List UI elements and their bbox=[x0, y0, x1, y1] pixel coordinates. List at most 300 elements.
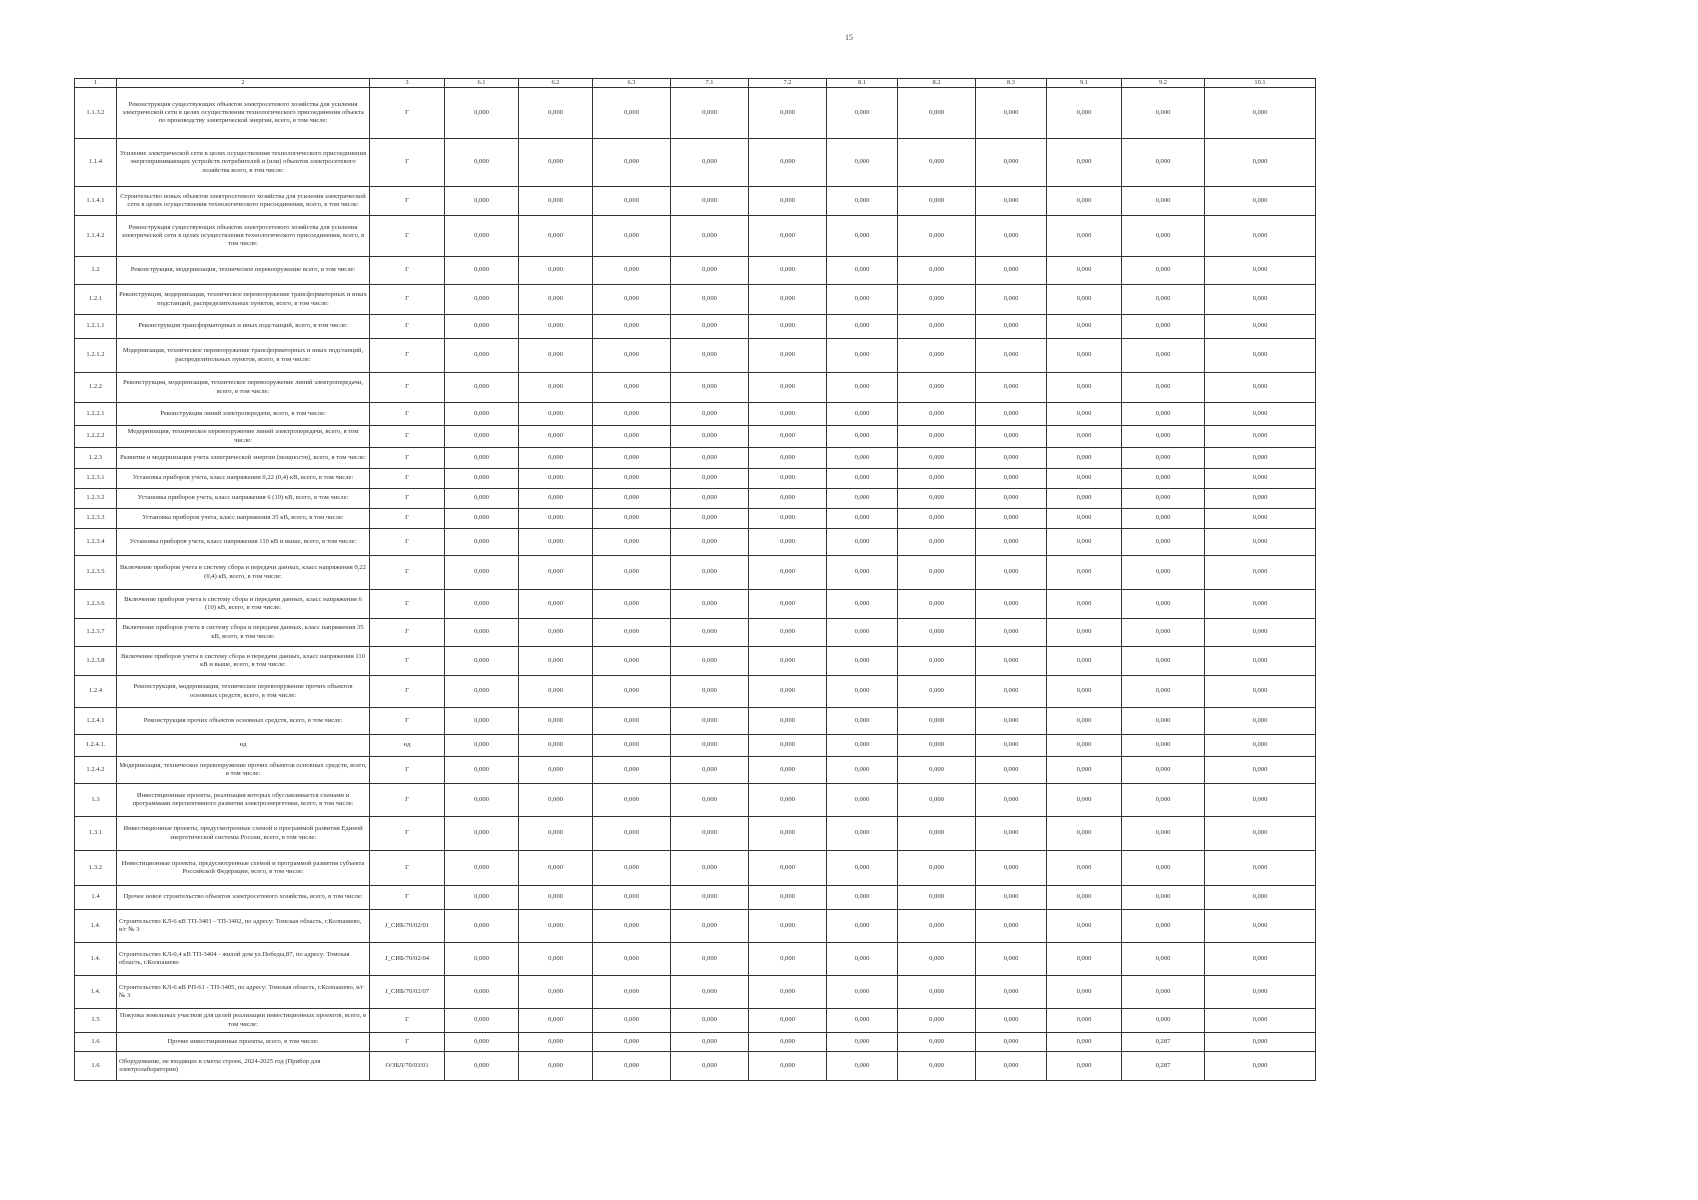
row-name: Включение приборов учета в систему сбора и передачи данных, класс напряжения 110 кВ и выше, всего, в том числе: bbox=[117, 647, 370, 676]
row-name: Инвестиционные проекты, предусмотренные схемой и программой развития субъекта Российской Федерации, всего, в том числе: bbox=[117, 851, 370, 886]
row-value: 0,000 bbox=[519, 735, 593, 757]
row-value: 0,000 bbox=[445, 315, 519, 339]
row-value: 0,000 bbox=[1047, 817, 1122, 851]
row-value: 0,000 bbox=[593, 943, 671, 976]
row-value: 0,000 bbox=[445, 708, 519, 735]
row-value: 0,000 bbox=[593, 556, 671, 590]
table-row bbox=[75, 556, 1316, 590]
row-value: 0,000 bbox=[671, 216, 749, 257]
row-value: 0,000 bbox=[671, 139, 749, 187]
row-value: 0,000 bbox=[593, 403, 671, 426]
row-value: 0,000 bbox=[593, 529, 671, 556]
row-project-id: J_СИБ/70/02/07 bbox=[370, 976, 445, 1009]
row-value: 0,000 bbox=[519, 886, 593, 910]
row-value: 0,000 bbox=[593, 590, 671, 619]
row-value: 0,000 bbox=[1205, 619, 1316, 647]
column-header: 3 bbox=[370, 79, 445, 88]
row-value: 0,000 bbox=[1205, 139, 1316, 187]
row-value: 0,000 bbox=[519, 489, 593, 509]
row-value: 0,000 bbox=[671, 448, 749, 469]
row-value: 0,000 bbox=[976, 590, 1047, 619]
column-header: 9.1 bbox=[1047, 79, 1122, 88]
row-value: 0,000 bbox=[976, 187, 1047, 216]
row-value: 0,000 bbox=[593, 139, 671, 187]
row-value: 0,000 bbox=[519, 257, 593, 285]
row-code: 1.2.3 bbox=[75, 448, 117, 469]
row-value: 0,000 bbox=[593, 509, 671, 529]
row-value: 0,000 bbox=[671, 556, 749, 590]
row-value: 0,000 bbox=[593, 708, 671, 735]
row-name: Модернизация, техническое перевооружение линий электропередачи, всего, в том числе: bbox=[117, 426, 370, 448]
row-value: 0,000 bbox=[445, 619, 519, 647]
row-value: 0,000 bbox=[898, 647, 976, 676]
row-value: 0,000 bbox=[1122, 784, 1205, 817]
row-value: 0,000 bbox=[593, 315, 671, 339]
row-value: 0,000 bbox=[827, 509, 898, 529]
row-value: 0,000 bbox=[1122, 943, 1205, 976]
row-value: 0,000 bbox=[1122, 619, 1205, 647]
row-name: Усиление электрической сети в целях осуществления технологического присоединения энергопринимающих устройств потребителей и (или) объектов электросетевого хозяйства всего, в том числе: bbox=[117, 139, 370, 187]
row-value: 0,000 bbox=[593, 976, 671, 1009]
row-value: 0,000 bbox=[976, 339, 1047, 373]
row-value: 0,000 bbox=[976, 817, 1047, 851]
row-value: 0,000 bbox=[749, 373, 827, 403]
row-code: 1.2.3.1 bbox=[75, 469, 117, 489]
row-value: 0,000 bbox=[749, 647, 827, 676]
row-value: 0,000 bbox=[519, 619, 593, 647]
row-value: 0,000 bbox=[1122, 708, 1205, 735]
column-header: 6.2 bbox=[519, 79, 593, 88]
row-value: 0,000 bbox=[1047, 735, 1122, 757]
table-row bbox=[75, 735, 1316, 757]
row-name: нд bbox=[117, 735, 370, 757]
row-value: 0,000 bbox=[1122, 489, 1205, 509]
row-value: 0,000 bbox=[976, 216, 1047, 257]
row-value: 0,000 bbox=[1205, 187, 1316, 216]
row-value: 0,000 bbox=[1047, 403, 1122, 426]
row-code: 1.6 bbox=[75, 1052, 117, 1081]
row-value: 0,000 bbox=[976, 851, 1047, 886]
row-value: 0,000 bbox=[593, 285, 671, 315]
row-value: 0,000 bbox=[976, 886, 1047, 910]
row-value: 0,000 bbox=[827, 619, 898, 647]
row-value: 0,000 bbox=[1205, 489, 1316, 509]
row-value: 0,000 bbox=[593, 784, 671, 817]
row-value: 0,000 bbox=[976, 139, 1047, 187]
table-row bbox=[75, 489, 1316, 509]
row-value: 0,000 bbox=[827, 315, 898, 339]
column-header: 7.2 bbox=[749, 79, 827, 88]
row-value: 0,000 bbox=[445, 817, 519, 851]
row-value: 0,000 bbox=[519, 708, 593, 735]
row-value: 0,000 bbox=[898, 187, 976, 216]
row-value: 0,000 bbox=[1122, 910, 1205, 943]
row-value: 0,000 bbox=[519, 285, 593, 315]
row-value: 0,000 bbox=[976, 976, 1047, 1009]
table-row bbox=[75, 373, 1316, 403]
row-value: 0,000 bbox=[1122, 448, 1205, 469]
row-value: 0,000 bbox=[519, 139, 593, 187]
row-project-id: Г bbox=[370, 886, 445, 910]
row-name: Реконструкция трансформаторных и иных подстанций, всего, в том числе: bbox=[117, 315, 370, 339]
row-value: 0,000 bbox=[898, 1033, 976, 1052]
row-value: 0,000 bbox=[827, 757, 898, 784]
row-value: 0,000 bbox=[1047, 257, 1122, 285]
row-project-id: Г bbox=[370, 784, 445, 817]
row-value: 0,000 bbox=[827, 851, 898, 886]
row-value: 0,000 bbox=[445, 448, 519, 469]
row-value: 0,000 bbox=[1047, 757, 1122, 784]
row-value: 0,000 bbox=[1047, 556, 1122, 590]
row-value: 0,000 bbox=[1047, 1052, 1122, 1081]
row-code: 1.2.3.7 bbox=[75, 619, 117, 647]
row-name: Реконструкция, модернизация, техническое перевооружение трансформаторных и иных подстанций, распределительных пунктов, всего, в том числе: bbox=[117, 285, 370, 315]
row-name: Включение приборов учета в систему сбора и передачи данных, класс напряжения 6 (10) кВ, всего, в том числе: bbox=[117, 590, 370, 619]
row-value: 0,000 bbox=[593, 448, 671, 469]
row-value: 0,000 bbox=[827, 1052, 898, 1081]
row-value: 0,000 bbox=[749, 529, 827, 556]
row-value: 0,000 bbox=[1047, 943, 1122, 976]
row-value: 0,000 bbox=[898, 851, 976, 886]
row-value: 0,000 bbox=[519, 943, 593, 976]
row-value: 0,000 bbox=[898, 88, 976, 139]
row-value: 0,000 bbox=[519, 373, 593, 403]
row-value: 0,000 bbox=[827, 708, 898, 735]
row-name: Реконструкция существующих объектов электросетевого хозяйства для усиления электрической сети в целях осуществления технологического присоединения объекта по производству электрической энергии, всего, в том числе: bbox=[117, 88, 370, 139]
column-header: 10.1 bbox=[1205, 79, 1316, 88]
table-row bbox=[75, 426, 1316, 448]
row-value: 0,000 bbox=[445, 529, 519, 556]
row-name: Прочее новое строительство объектов электросетевого хозяйства, всего, в том числе: bbox=[117, 886, 370, 910]
row-value: 0,000 bbox=[593, 735, 671, 757]
row-value: 0,000 bbox=[827, 784, 898, 817]
row-value: 0,000 bbox=[976, 489, 1047, 509]
row-value: 0,000 bbox=[976, 257, 1047, 285]
row-value: 0,000 bbox=[671, 647, 749, 676]
row-value: 0,000 bbox=[898, 489, 976, 509]
row-name: Покупка земельных участков для целей реализации инвестиционных проектов, всего, в том числе: bbox=[117, 1009, 370, 1033]
row-value: 0,000 bbox=[1122, 529, 1205, 556]
row-value: 0,000 bbox=[898, 509, 976, 529]
row-value: 0,000 bbox=[1047, 910, 1122, 943]
row-value: 0,000 bbox=[827, 88, 898, 139]
table-row bbox=[75, 403, 1316, 426]
row-value: 0,000 bbox=[593, 489, 671, 509]
row-value: 0,000 bbox=[827, 529, 898, 556]
row-value: 0,000 bbox=[1047, 315, 1122, 339]
row-value: 0,000 bbox=[1122, 373, 1205, 403]
row-project-id: Г bbox=[370, 88, 445, 139]
row-value: 0,000 bbox=[671, 187, 749, 216]
row-project-id: Г bbox=[370, 529, 445, 556]
row-value: 0,000 bbox=[593, 216, 671, 257]
row-code: 1.2.3.4 bbox=[75, 529, 117, 556]
row-value: 0,000 bbox=[1205, 403, 1316, 426]
table-row bbox=[75, 851, 1316, 886]
row-value: 0,000 bbox=[445, 851, 519, 886]
table-row bbox=[75, 943, 1316, 976]
row-value: 0,000 bbox=[827, 403, 898, 426]
row-value: 0,000 bbox=[519, 509, 593, 529]
row-value: 0,000 bbox=[519, 817, 593, 851]
row-value: 0,000 bbox=[749, 590, 827, 619]
row-value: 0,000 bbox=[976, 469, 1047, 489]
row-value: 0,000 bbox=[445, 285, 519, 315]
row-value: 0,000 bbox=[827, 285, 898, 315]
row-value: 0,000 bbox=[749, 976, 827, 1009]
row-value: 0,000 bbox=[749, 285, 827, 315]
row-project-id: Г bbox=[370, 216, 445, 257]
row-value: 0,000 bbox=[593, 187, 671, 216]
row-value: 0,000 bbox=[976, 403, 1047, 426]
row-value: 0,000 bbox=[898, 315, 976, 339]
row-value: 0,000 bbox=[827, 1033, 898, 1052]
row-value: 0,000 bbox=[593, 647, 671, 676]
row-value: 0,000 bbox=[898, 403, 976, 426]
row-value: 0,000 bbox=[1205, 426, 1316, 448]
column-header: 7.1 bbox=[671, 79, 749, 88]
table-row bbox=[75, 910, 1316, 943]
row-value: 0,000 bbox=[827, 489, 898, 509]
row-code: 1.6 bbox=[75, 1033, 117, 1052]
row-value: 0,000 bbox=[1047, 647, 1122, 676]
row-value: 0,000 bbox=[1047, 1033, 1122, 1052]
row-name: Реконструкция, модернизация, техническое перевооружение всего, в том числе: bbox=[117, 257, 370, 285]
row-value: 0,000 bbox=[593, 851, 671, 886]
row-value: 0,000 bbox=[445, 647, 519, 676]
row-value: 0,000 bbox=[519, 88, 593, 139]
page-number: 15 bbox=[845, 33, 853, 42]
row-value: 0,000 bbox=[519, 590, 593, 619]
row-value: 0,000 bbox=[898, 1052, 976, 1081]
row-value: 0,000 bbox=[976, 1009, 1047, 1033]
row-value: 0,000 bbox=[827, 910, 898, 943]
row-project-id: О/ЗБЛ/70/03/01 bbox=[370, 1052, 445, 1081]
column-header: 2 bbox=[117, 79, 370, 88]
row-value: 0,000 bbox=[1122, 339, 1205, 373]
row-value: 0,000 bbox=[898, 735, 976, 757]
table-body bbox=[75, 79, 1316, 1081]
row-value: 0,000 bbox=[593, 910, 671, 943]
row-value: 0,000 bbox=[671, 851, 749, 886]
row-value: 0,000 bbox=[593, 339, 671, 373]
row-value: 0,000 bbox=[1205, 1033, 1316, 1052]
row-value: 0,000 bbox=[898, 910, 976, 943]
row-code: 1.2 bbox=[75, 257, 117, 285]
row-value: 0,000 bbox=[749, 509, 827, 529]
row-project-id: Г bbox=[370, 187, 445, 216]
row-value: 0,000 bbox=[827, 1009, 898, 1033]
row-value: 0,000 bbox=[827, 257, 898, 285]
row-value: 0,000 bbox=[749, 817, 827, 851]
row-value: 0,000 bbox=[749, 757, 827, 784]
row-value: 0,000 bbox=[749, 187, 827, 216]
row-value: 0,000 bbox=[593, 88, 671, 139]
column-header: 6.1 bbox=[445, 79, 519, 88]
table-row bbox=[75, 509, 1316, 529]
row-project-id: Г bbox=[370, 257, 445, 285]
row-name: Установка приборов учета, класс напряжения 35 кВ, всего, в том числе: bbox=[117, 509, 370, 529]
row-value: 0,000 bbox=[671, 315, 749, 339]
row-value: 0,000 bbox=[1205, 469, 1316, 489]
row-project-id: J_СИБ/70/02/04 bbox=[370, 943, 445, 976]
row-value: 0,000 bbox=[593, 1033, 671, 1052]
row-value: 0,000 bbox=[976, 529, 1047, 556]
row-project-id: Г bbox=[370, 489, 445, 509]
header-row bbox=[75, 79, 1316, 88]
row-value: 0,000 bbox=[593, 469, 671, 489]
row-value: 0,000 bbox=[898, 448, 976, 469]
row-value: 0,000 bbox=[671, 590, 749, 619]
row-value: 0,000 bbox=[749, 735, 827, 757]
row-value: 0,000 bbox=[671, 1052, 749, 1081]
row-value: 0,000 bbox=[1205, 735, 1316, 757]
row-value: 0,000 bbox=[898, 1009, 976, 1033]
row-value: 0,000 bbox=[1047, 139, 1122, 187]
row-value: 0,000 bbox=[1122, 509, 1205, 529]
row-value: 0,000 bbox=[519, 426, 593, 448]
row-value: 0,000 bbox=[519, 1052, 593, 1081]
row-value: 0,000 bbox=[519, 757, 593, 784]
row-name: Реконструкция, модернизация, техническое перевооружение прочих объектов основных средств, всего, в том числе: bbox=[117, 676, 370, 708]
row-project-id: Г bbox=[370, 619, 445, 647]
row-value: 0,000 bbox=[749, 851, 827, 886]
column-header: 8.1 bbox=[827, 79, 898, 88]
row-value: 0,000 bbox=[976, 315, 1047, 339]
row-value: 0,000 bbox=[749, 403, 827, 426]
row-project-id: Г bbox=[370, 285, 445, 315]
row-value: 0,287 bbox=[1122, 1052, 1205, 1081]
row-value: 0,000 bbox=[976, 784, 1047, 817]
row-code: 1.1.3.2 bbox=[75, 88, 117, 139]
row-value: 0,000 bbox=[898, 426, 976, 448]
row-value: 0,000 bbox=[519, 784, 593, 817]
row-value: 0,000 bbox=[671, 529, 749, 556]
row-code: 1.2.3.2 bbox=[75, 489, 117, 509]
row-project-id: Г bbox=[370, 1009, 445, 1033]
row-value: 0,000 bbox=[898, 784, 976, 817]
row-project-id: Г bbox=[370, 708, 445, 735]
row-project-id: Г bbox=[370, 676, 445, 708]
row-value: 0,000 bbox=[445, 257, 519, 285]
row-value: 0,000 bbox=[976, 708, 1047, 735]
row-value: 0,000 bbox=[827, 817, 898, 851]
row-value: 0,000 bbox=[445, 216, 519, 257]
row-value: 0,000 bbox=[671, 339, 749, 373]
row-value: 0,000 bbox=[827, 943, 898, 976]
row-value: 0,000 bbox=[976, 373, 1047, 403]
row-value: 0,000 bbox=[1205, 373, 1316, 403]
row-value: 0,000 bbox=[671, 1009, 749, 1033]
row-value: 0,000 bbox=[445, 469, 519, 489]
row-value: 0,000 bbox=[1047, 285, 1122, 315]
row-value: 0,000 bbox=[976, 647, 1047, 676]
row-code: 1.2.4.2 bbox=[75, 757, 117, 784]
row-value: 0,000 bbox=[1047, 784, 1122, 817]
row-value: 0,000 bbox=[749, 556, 827, 590]
row-value: 0,000 bbox=[1047, 489, 1122, 509]
row-code: 1.2.3.5 bbox=[75, 556, 117, 590]
row-name: Установка приборов учета, класс напряжения 0,22 (0,4) кВ, всего, в том числе: bbox=[117, 469, 370, 489]
row-value: 0,000 bbox=[445, 556, 519, 590]
row-value: 0,000 bbox=[827, 676, 898, 708]
row-value: 0,000 bbox=[1122, 426, 1205, 448]
row-value: 0,000 bbox=[1122, 735, 1205, 757]
row-code: 1.2.2.2 bbox=[75, 426, 117, 448]
row-code: 1.2.1.2 bbox=[75, 339, 117, 373]
row-value: 0,000 bbox=[898, 257, 976, 285]
row-value: 0,000 bbox=[593, 817, 671, 851]
row-value: 0,000 bbox=[1205, 886, 1316, 910]
row-code: 1.4 bbox=[75, 886, 117, 910]
row-value: 0,000 bbox=[898, 817, 976, 851]
row-value: 0,000 bbox=[593, 426, 671, 448]
row-value: 0,287 bbox=[1122, 1033, 1205, 1052]
row-value: 0,000 bbox=[519, 556, 593, 590]
row-value: 0,000 bbox=[749, 1033, 827, 1052]
row-value: 0,000 bbox=[976, 448, 1047, 469]
row-value: 0,000 bbox=[445, 339, 519, 373]
row-value: 0,000 bbox=[976, 757, 1047, 784]
row-value: 0,000 bbox=[519, 1009, 593, 1033]
row-value: 0,000 bbox=[445, 886, 519, 910]
row-value: 0,000 bbox=[519, 647, 593, 676]
row-value: 0,000 bbox=[898, 285, 976, 315]
row-value: 0,000 bbox=[445, 676, 519, 708]
row-project-id: Г bbox=[370, 817, 445, 851]
row-name: Строительство КЛ-6 кВ РП-61 - ТП-3405, по адресу: Томская область, г.Колпашево, в/г № 3 bbox=[117, 976, 370, 1009]
row-value: 0,000 bbox=[671, 708, 749, 735]
row-value: 0,000 bbox=[1047, 619, 1122, 647]
table-row bbox=[75, 708, 1316, 735]
row-value: 0,000 bbox=[445, 373, 519, 403]
row-code: 1.5 bbox=[75, 1009, 117, 1033]
row-value: 0,000 bbox=[671, 489, 749, 509]
row-name: Развитие и модернизация учета электрической энергии (мощности), всего, в том числе: bbox=[117, 448, 370, 469]
row-value: 0,000 bbox=[976, 735, 1047, 757]
row-value: 0,000 bbox=[445, 403, 519, 426]
row-value: 0,000 bbox=[749, 708, 827, 735]
row-code: 1.4. bbox=[75, 943, 117, 976]
row-value: 0,000 bbox=[898, 886, 976, 910]
table-row bbox=[75, 216, 1316, 257]
row-value: 0,000 bbox=[976, 943, 1047, 976]
table-row bbox=[75, 647, 1316, 676]
row-value: 0,000 bbox=[671, 735, 749, 757]
row-value: 0,000 bbox=[671, 943, 749, 976]
row-value: 0,000 bbox=[671, 757, 749, 784]
row-value: 0,000 bbox=[445, 1052, 519, 1081]
row-value: 0,000 bbox=[671, 469, 749, 489]
row-project-id: Г bbox=[370, 647, 445, 676]
row-value: 0,000 bbox=[749, 910, 827, 943]
row-name: Установка приборов учета, класс напряжения 110 кВ и выше, всего, в том числе: bbox=[117, 529, 370, 556]
row-value: 0,000 bbox=[1205, 216, 1316, 257]
row-value: 0,000 bbox=[1205, 1009, 1316, 1033]
row-value: 0,000 bbox=[976, 88, 1047, 139]
row-value: 0,000 bbox=[593, 757, 671, 784]
row-value: 0,000 bbox=[749, 339, 827, 373]
row-value: 0,000 bbox=[671, 403, 749, 426]
row-name: Строительство КЛ-0,4 кВ ТП-3404 - жилой дом ул.Победы,87, по адресу: Томская область, г.Колпашево bbox=[117, 943, 370, 976]
row-value: 0,000 bbox=[1122, 257, 1205, 285]
row-value: 0,000 bbox=[976, 910, 1047, 943]
row-value: 0,000 bbox=[671, 676, 749, 708]
row-value: 0,000 bbox=[898, 757, 976, 784]
column-header: 1 bbox=[75, 79, 117, 88]
row-value: 0,000 bbox=[519, 187, 593, 216]
table-row bbox=[75, 187, 1316, 216]
